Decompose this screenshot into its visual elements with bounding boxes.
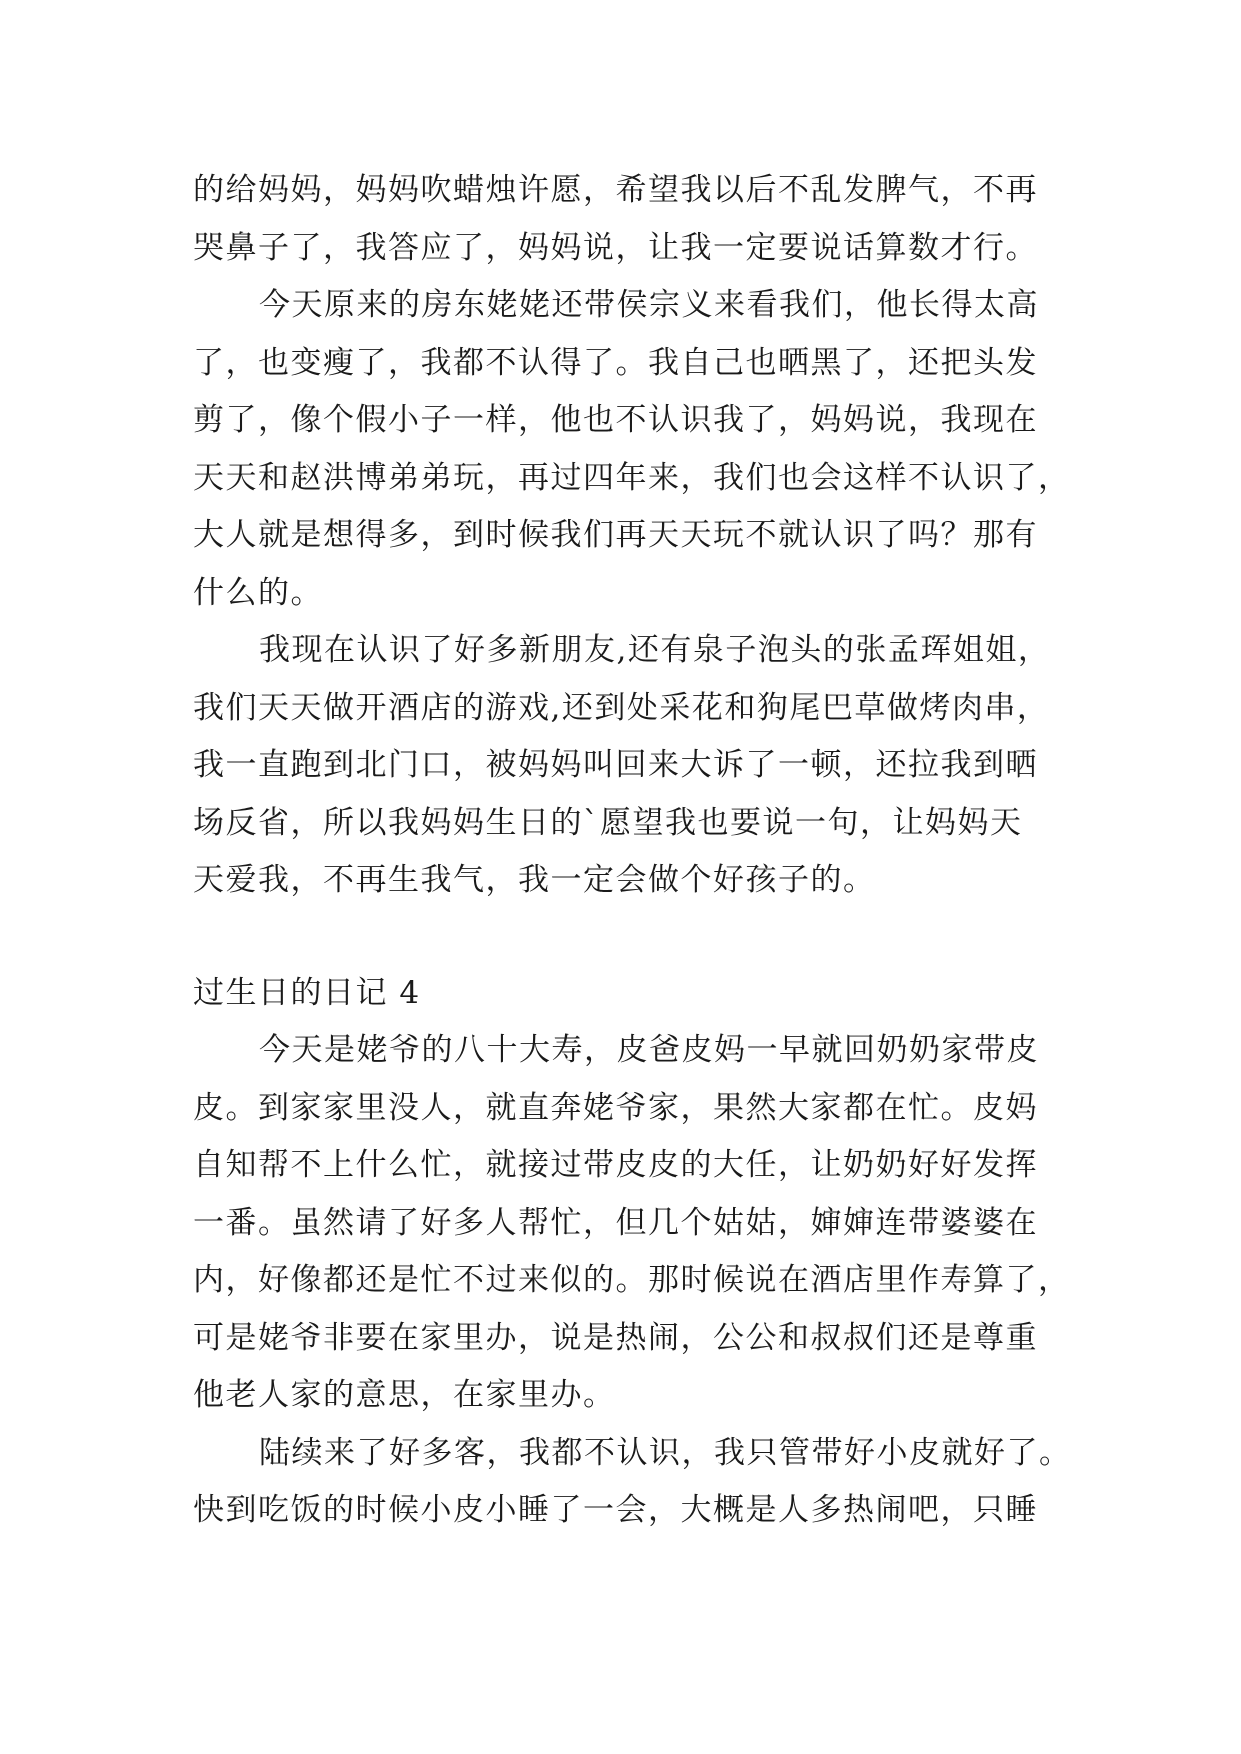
- text-line: 我们天天做开酒店的游戏,还到处采花和狗尾巴草做烤肉串，: [193, 689, 1050, 726]
- paragraph-5: [193, 1425, 1072, 1540]
- section-heading: [193, 965, 1053, 1023]
- paragraph-1: [193, 162, 1053, 277]
- text-line: 皮。到家家里没人，就直奔姥爷家，果然大家都在忙。皮妈: [193, 1089, 1038, 1126]
- text-line: 大人就是想得多，到时候我们再天天玩不就认识了吗？那有: [193, 517, 1038, 553]
- document-body: [193, 162, 1072, 1540]
- text-line: 的给妈妈，妈妈吹蜡烛许愿，希望我以后不乱发脾气，不再: [193, 172, 1038, 208]
- paragraph-2: [193, 277, 1071, 622]
- text-line: 场反省，所以我妈妈生日的`愿望我也要说一句，让妈妈天: [193, 804, 1023, 841]
- text-line: 他老人家的意思，在家里办。: [193, 1377, 616, 1413]
- heading-text: 过生日的日记 4: [193, 974, 421, 1011]
- text-line: 我一直跑到北门口，被妈妈叫回来大诉了一顿，还拉我到晒: [193, 747, 1038, 783]
- text-line: 今天原来的房东姥姥还带侯宗义来看我们，他长得太高: [259, 287, 1039, 323]
- text-line: 自知帮不上什么忙，就接过带皮皮的大任，让奶奶好好发挥: [193, 1147, 1038, 1183]
- paragraph-4: [193, 1022, 1071, 1425]
- text-line: 什么的。: [193, 574, 323, 611]
- text-line: 剪了，像个假小子一样，他也不认识我了，妈妈说，我现在: [193, 402, 1038, 438]
- text-line: 快到吃饭的时候小皮小睡了一会，大概是人多热闹吧，只睡: [193, 1492, 1038, 1528]
- text-line: 哭鼻子了，我答应了，妈妈说，让我一定要说话算数才行。: [193, 229, 1038, 266]
- text-line: 陆续来了好多客，我都不认识，我只管带好小皮就好了。: [259, 1434, 1072, 1471]
- text-line: 今天是姥爷的八十大寿，皮爸皮妈一早就回奶奶家带皮: [259, 1032, 1039, 1068]
- text-line: 我现在认识了好多新朋友,还有泉子泡头的张孟珲姐姐，: [259, 632, 1051, 668]
- text-line: 天天和赵洪博弟弟玩，再过四年来，我们也会这样不认识了，: [193, 459, 1071, 496]
- text-line: 一番。虽然请了好多人帮忙，但几个姑姑，婶婶连带婆婆在: [193, 1204, 1038, 1241]
- text-line: 内，好像都还是忙不过来似的。那时候说在酒店里作寿算了，: [193, 1262, 1071, 1298]
- text-line: 天爱我，不再生我气，我一定会做个好孩子的。: [193, 862, 876, 898]
- text-line: 可是姥爷非要在家里办，说是热闹，公公和叔叔们还是尊重: [193, 1319, 1038, 1356]
- text-line: 了，也变瘦了，我都不认得了。我自己也晒黑了，还把头发: [193, 344, 1038, 381]
- paragraph-3: [193, 622, 1053, 910]
